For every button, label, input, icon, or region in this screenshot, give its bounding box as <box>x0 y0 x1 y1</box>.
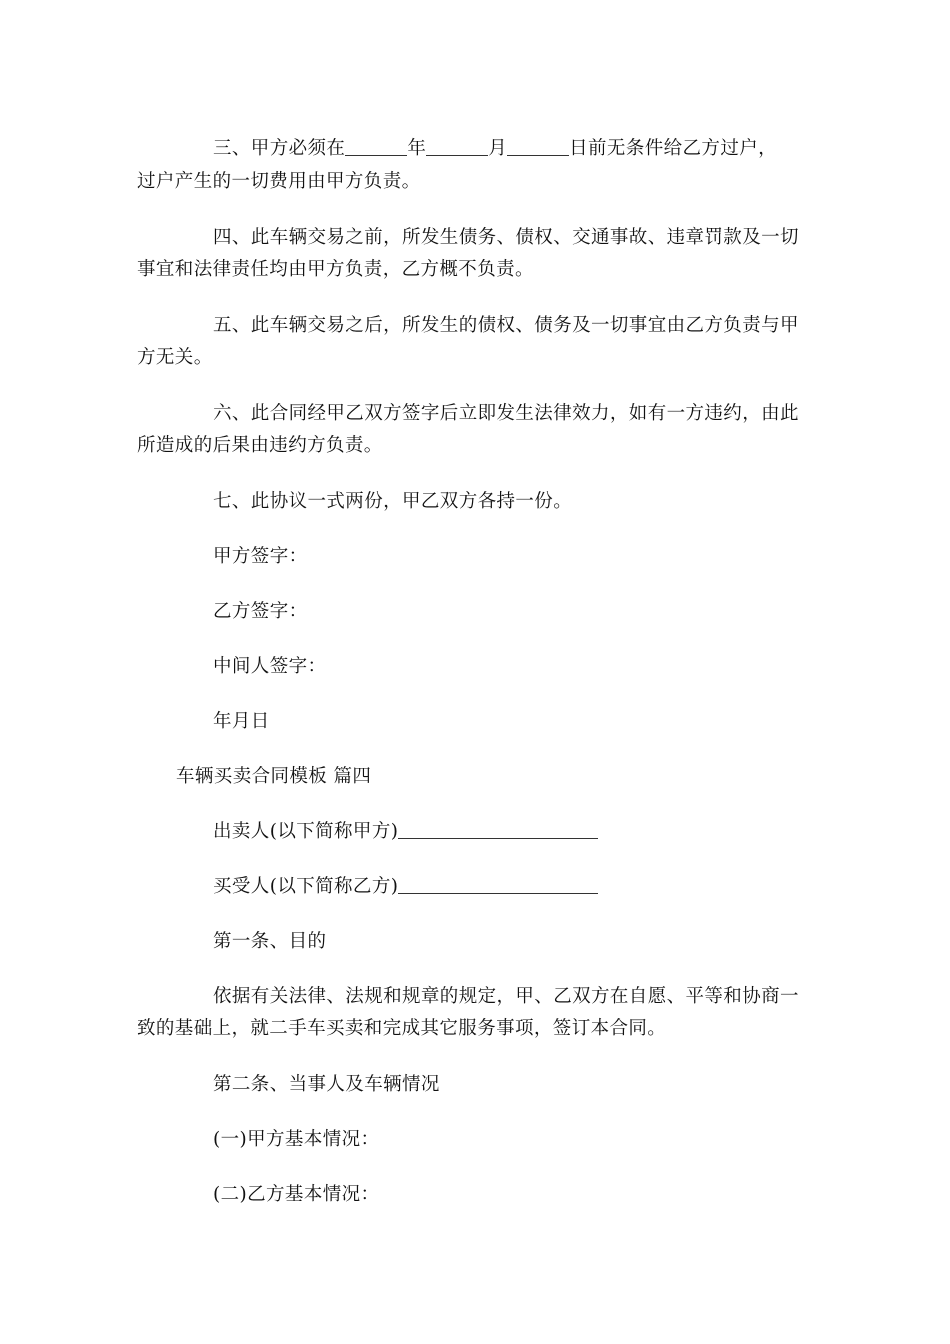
clause-5-line-1: 五、此车辆交易之后，所发生的债权、债务及一切事宜由乙方负责与甲 <box>213 315 799 336</box>
clause-7: 七、此协议一式两份，甲乙双方各持一份。 <box>213 491 573 512</box>
party-b-signature: 乙方签字： <box>213 601 308 622</box>
day-blank[interactable] <box>507 137 569 156</box>
item-1: (一)甲方基本情况： <box>213 1129 380 1150</box>
year-blank[interactable] <box>345 137 407 156</box>
article-2-title: 第二条、当事人及车辆情况 <box>213 1074 440 1095</box>
month-blank[interactable] <box>426 137 488 156</box>
article-1-line-1: 依据有关法律、法规和规章的规定，甲、乙双方在自愿、平等和协商一 <box>213 986 799 1007</box>
seller-label: 出卖人(以下简称甲方) <box>213 821 399 842</box>
clause-3-text-a: 三、甲方必须在 <box>213 138 346 159</box>
article-1-line-2: 致的基础上，就二手车买卖和完成其它服务事项，签订本合同。 <box>137 1018 667 1039</box>
seller-blank[interactable] <box>398 820 598 839</box>
clause-4-line-2: 事宜和法律责任均由甲方负责，乙方概不负责。 <box>137 259 534 280</box>
clause-3-line-1 <box>213 137 777 161</box>
seller-line <box>213 820 598 844</box>
party-a-signature: 甲方签字： <box>213 546 308 567</box>
signature-date: 年月日 <box>213 711 270 732</box>
section-heading: 车辆买卖合同模板 篇四 <box>176 766 372 787</box>
clause-3-text-c: 月 <box>488 138 508 159</box>
buyer-blank[interactable] <box>398 875 598 894</box>
clause-3-text-b: 年 <box>407 138 427 159</box>
clause-6-line-1: 六、此合同经甲乙双方签字后立即发生法律效力，如有一方违约，由此 <box>213 403 799 424</box>
clause-3-text-d: 日前无条件给乙方过户， <box>569 138 778 159</box>
clause-6-line-2: 所造成的后果由违约方负责。 <box>137 435 383 456</box>
clause-3-line-2: 过户产生的一切费用由甲方负责。 <box>137 171 421 192</box>
clause-4-line-1: 四、此车辆交易之前，所发生债务、债权、交通事故、违章罚款及一切 <box>213 227 799 248</box>
middleman-signature: 中间人签字： <box>213 656 327 677</box>
buyer-label: 买受人(以下简称乙方) <box>213 876 399 897</box>
article-1-title: 第一条、目的 <box>213 931 327 952</box>
buyer-line <box>213 875 598 899</box>
clause-5-line-2: 方无关。 <box>137 347 213 368</box>
item-2: (二)乙方基本情况： <box>213 1184 380 1205</box>
